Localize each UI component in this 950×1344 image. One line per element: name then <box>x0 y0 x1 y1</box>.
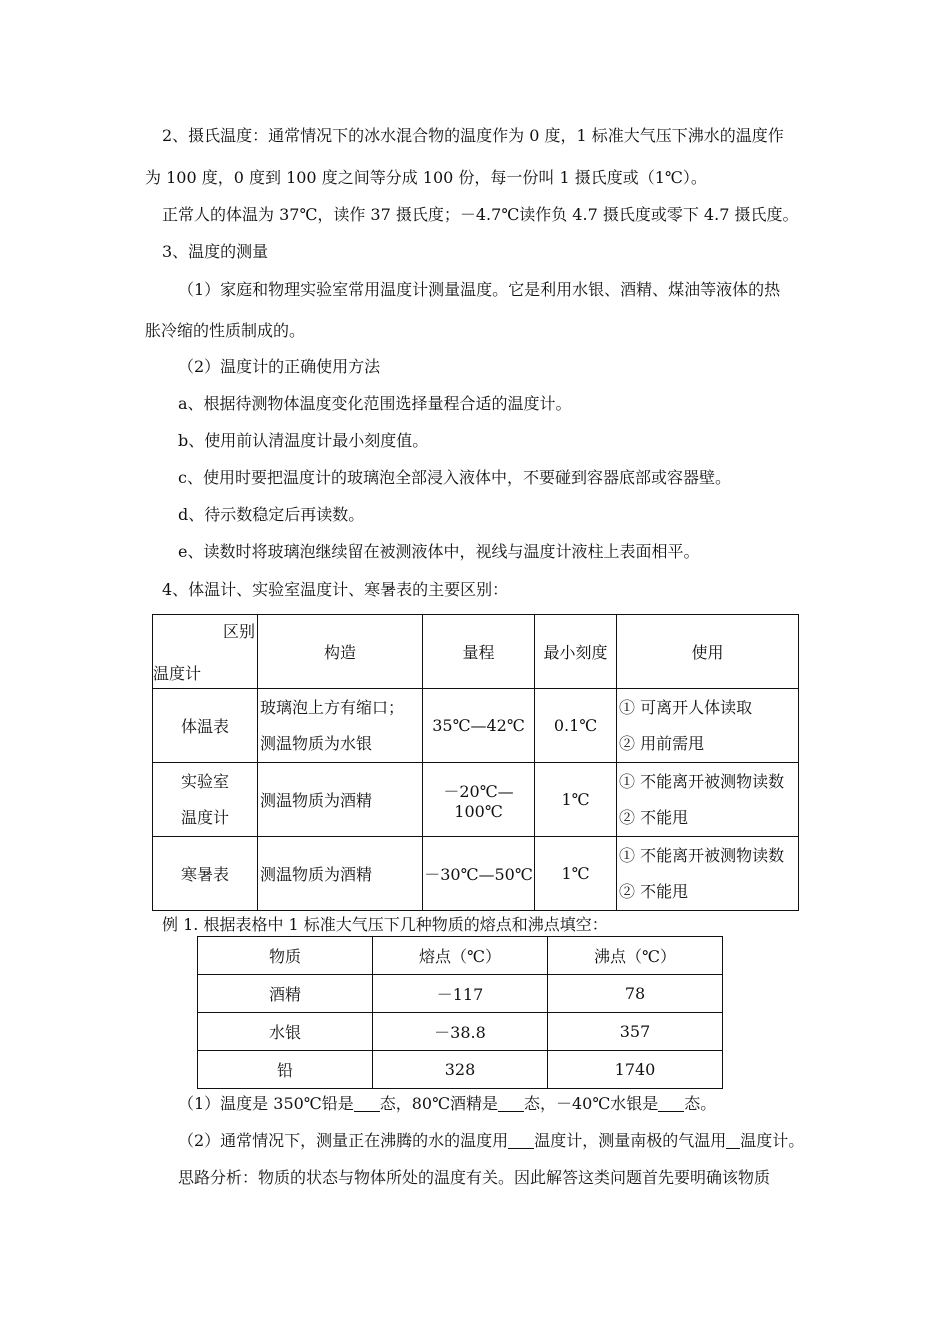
table-header-row <box>153 615 799 689</box>
table-row <box>198 975 723 1013</box>
cell-structure <box>258 837 423 911</box>
header-substance: 物质 <box>198 937 373 975</box>
section-heading-measurement: 3、温度的测量 <box>162 242 269 261</box>
cell-range: －30℃—50℃ <box>423 837 535 911</box>
subheading-usage: （2）温度计的正确使用方法 <box>178 357 381 376</box>
paragraph-celsius-1: 2、摄氏温度：通常情况下的冰水混合物的温度作为 0 度，1 标准大气压下沸水的温度作 <box>162 126 784 145</box>
analysis-paragraph: 思路分析：物质的状态与物体所处的温度有关。因此解答这类问题首先要明确该物质 <box>178 1168 771 1187</box>
table-row <box>153 689 799 763</box>
cell-name <box>153 763 258 837</box>
header-range: 量程 <box>423 615 535 689</box>
cell-melting-point: 328 <box>373 1051 548 1089</box>
usage-item-b: b、使用前认清温度计最小刻度值。 <box>178 431 429 450</box>
usage-line: ② 用前需甩 <box>619 733 705 753</box>
header-min-scale: 最小刻度 <box>535 615 617 689</box>
paragraph-thermometer-1: （1）家庭和物理实验室常用温度计测量温度。它是利用水银、酒精、煤油等液体的热 <box>178 280 781 299</box>
header-usage: 使用 <box>617 615 799 689</box>
usage-line: ① 不能离开被测物读数 <box>619 845 785 865</box>
usage-line: ① 可离开人体读取 <box>619 697 753 717</box>
question-2-part-b: 温度计，测量南极的气温用 <box>534 1131 727 1150</box>
usage-item-c: c、使用时要把温度计的玻璃泡全部浸入液体中，不要碰到容器底部或容器壁。 <box>178 468 731 487</box>
fill-blank[interactable] <box>354 1095 380 1112</box>
cell-usage <box>617 837 799 911</box>
cell-substance: 铅 <box>198 1051 373 1089</box>
fill-blank[interactable] <box>498 1095 524 1112</box>
usage-item-e: e、读数时将玻璃泡继续留在被测液体中，视线与温度计液柱上表面相平。 <box>178 542 700 561</box>
fill-blank[interactable] <box>508 1132 534 1149</box>
fill-blank[interactable] <box>726 1132 740 1149</box>
cell-boiling-point: 357 <box>548 1013 723 1051</box>
table-header-row <box>198 937 723 975</box>
cell-min-scale: 0.1℃ <box>535 689 617 763</box>
header-diag-bottom: 温度计 <box>153 664 202 683</box>
usage-line: ① 不能离开被测物读数 <box>619 771 785 791</box>
cell-range: －20℃—100℃ <box>423 763 535 837</box>
table-row <box>153 837 799 911</box>
header-melting-point: 熔点（℃） <box>373 937 548 975</box>
table-row <box>198 1051 723 1089</box>
name-line: 寒暑表 <box>180 865 229 884</box>
paragraph-thermometer-2: 胀冷缩的性质制成的。 <box>145 321 306 340</box>
question-2 <box>178 1130 804 1152</box>
name-line: 实验室 <box>180 771 229 791</box>
usage-item-a: a、根据待测物体温度变化范围选择量程合适的温度计。 <box>178 394 572 413</box>
question-2-part-a: （2）通常情况下，测量正在沸腾的水的温度用 <box>178 1131 509 1150</box>
question-1-part-a: （1）温度是 350℃铅是 <box>178 1094 354 1113</box>
name-line: 温度计 <box>180 807 229 827</box>
paragraph-body-temp: 正常人的体温为 37℃，读作 37 摄氏度；－4.7℃读作负 4.7 摄氏度或零下 4.7 摄氏度。 <box>162 205 799 224</box>
paragraph-celsius-2: 为 100 度，0 度到 100 度之间等分成 100 份，每一份叫 1 摄氏度或（1℃）。 <box>145 168 707 187</box>
structure-line: 测温物质为酒精 <box>260 865 373 884</box>
cell-melting-point: －117 <box>373 975 548 1013</box>
usage-line: ② 不能甩 <box>619 881 689 901</box>
cell-min-scale: 1℃ <box>535 837 617 911</box>
header-diag-top: 区别 <box>222 622 255 641</box>
cell-structure <box>258 689 423 763</box>
cell-substance: 酒精 <box>198 975 373 1013</box>
cell-min-scale: 1℃ <box>535 763 617 837</box>
question-1-part-d: 态。 <box>684 1094 717 1113</box>
table-row <box>153 763 799 837</box>
usage-line: ② 不能甩 <box>619 807 689 827</box>
diagonal-header-cell <box>153 615 258 689</box>
name-line: 体温表 <box>180 717 229 736</box>
cell-name <box>153 689 258 763</box>
structure-line: 测温物质为水银 <box>260 733 373 753</box>
header-boiling-point: 沸点（℃） <box>548 937 723 975</box>
question-2-part-c: 温度计。 <box>740 1131 805 1150</box>
fill-blank[interactable] <box>658 1095 684 1112</box>
thermometer-comparison-table <box>152 614 799 911</box>
cell-usage <box>617 689 799 763</box>
table-row <box>198 1013 723 1051</box>
cell-usage <box>617 763 799 837</box>
cell-boiling-point: 78 <box>548 975 723 1013</box>
section-heading-comparison: 4、体温计、实验室温度计、寒暑表的主要区别： <box>162 580 509 599</box>
header-structure: 构造 <box>258 615 423 689</box>
question-1-part-c: 态，－40℃水银是 <box>523 1094 659 1113</box>
cell-range: 35℃—42℃ <box>423 689 535 763</box>
cell-substance: 水银 <box>198 1013 373 1051</box>
cell-boiling-point: 1740 <box>548 1051 723 1089</box>
cell-structure <box>258 763 423 837</box>
cell-name <box>153 837 258 911</box>
cell-melting-point: －38.8 <box>373 1013 548 1051</box>
question-1-part-b: 态，80℃酒精是 <box>379 1094 498 1113</box>
structure-line: 测温物质为酒精 <box>260 791 373 810</box>
structure-line: 玻璃泡上方有缩口； <box>260 697 405 717</box>
usage-item-d: d、待示数稳定后再读数。 <box>178 505 365 524</box>
melting-boiling-table <box>197 936 723 1089</box>
example-intro: 例 1. 根据表格中 1 标准大气压下几种物质的熔点和沸点填空： <box>162 915 608 934</box>
question-1 <box>178 1093 716 1115</box>
